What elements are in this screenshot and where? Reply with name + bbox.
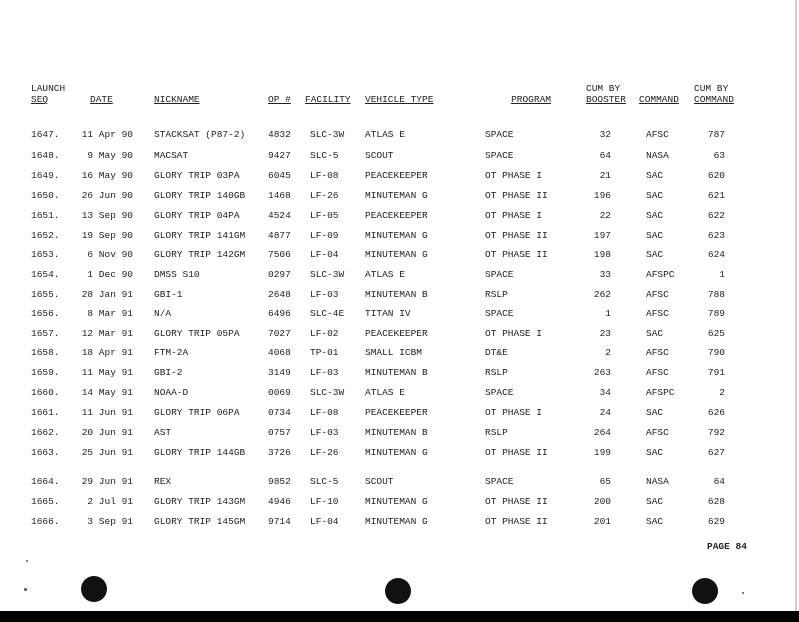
header-date bbox=[76, 83, 127, 105]
cell-facility: LF-05 bbox=[310, 210, 339, 221]
table-row bbox=[0, 307, 799, 321]
cell-date: 6 Nov 90 bbox=[87, 249, 133, 260]
cell-command: SAC bbox=[646, 210, 664, 221]
table-row bbox=[0, 475, 799, 489]
cell-vehicle-type: MINUTEMAN G bbox=[365, 496, 428, 507]
cell-date: 14 May 91 bbox=[81, 387, 133, 398]
page-number: PAGE 84 bbox=[707, 541, 747, 552]
cell-op-number: 4524 bbox=[268, 210, 291, 221]
cell-nickname: REX bbox=[154, 476, 172, 487]
cell-cum-by-command: 2 bbox=[719, 387, 725, 398]
cell-cum-by-command: 64 bbox=[713, 476, 725, 487]
cell-vehicle-type: MINUTEMAN G bbox=[365, 447, 428, 458]
cell-vehicle-type: SCOUT bbox=[365, 476, 394, 487]
cell-cum-by-booster: 197 bbox=[593, 230, 611, 241]
cell-cum-by-command: 789 bbox=[707, 308, 725, 319]
cell-cum-by-command: 623 bbox=[707, 230, 725, 241]
cell-op-number: 0297 bbox=[268, 269, 291, 280]
cell-cum-by-booster: 196 bbox=[593, 190, 611, 201]
cell-nickname: GLORY TRIP 144GB bbox=[154, 447, 246, 458]
cell-op-number: 4832 bbox=[268, 129, 291, 140]
cell-launch-seq: 1651. bbox=[31, 210, 60, 221]
cell-date: 25 Jun 91 bbox=[81, 447, 133, 458]
cell-nickname: GLORY TRIP 04PA bbox=[154, 210, 240, 221]
table-row bbox=[0, 189, 799, 203]
table-row bbox=[0, 446, 799, 460]
cell-cum-by-booster: 65 bbox=[599, 476, 611, 487]
cell-command: SAC bbox=[646, 447, 664, 458]
cell-command: SAC bbox=[646, 516, 664, 527]
header-facility bbox=[305, 83, 351, 105]
cell-program: SPACE bbox=[485, 476, 514, 487]
header-cum-by-booster-line1: CUM BY bbox=[586, 83, 621, 94]
header-program-text: PROGRAM bbox=[511, 94, 551, 105]
cell-facility: LF-03 bbox=[310, 289, 339, 300]
cell-program: OT PHASE I bbox=[485, 328, 543, 339]
cell-program: OT PHASE II bbox=[485, 230, 548, 241]
cell-nickname: GLORY TRIP 142GM bbox=[154, 249, 246, 260]
cell-vehicle-type: ATLAS E bbox=[365, 129, 405, 140]
cell-op-number: 3726 bbox=[268, 447, 291, 458]
table-row bbox=[0, 327, 799, 341]
table-row bbox=[0, 406, 799, 420]
cell-date: 29 Jun 91 bbox=[81, 476, 133, 487]
cell-vehicle-type: MINUTEMAN G bbox=[365, 249, 428, 260]
cell-command: SAC bbox=[646, 190, 664, 201]
cell-launch-seq: 1658. bbox=[31, 347, 60, 358]
cell-command: AFSC bbox=[646, 347, 669, 358]
cell-launch-seq: 1652. bbox=[31, 230, 60, 241]
cell-nickname: GLORY TRIP 145GM bbox=[154, 516, 246, 527]
cell-vehicle-type: PEACEKEEPER bbox=[365, 170, 428, 181]
cell-cum-by-booster: 24 bbox=[599, 407, 611, 418]
table-row bbox=[0, 495, 799, 509]
scan-speck bbox=[24, 588, 27, 591]
cell-facility: LF-04 bbox=[310, 516, 339, 527]
cell-program: OT PHASE II bbox=[485, 496, 548, 507]
cell-cum-by-booster: 198 bbox=[593, 249, 611, 260]
cell-facility: LF-10 bbox=[310, 496, 339, 507]
cell-op-number: 9714 bbox=[268, 516, 291, 527]
cell-program: SPACE bbox=[485, 129, 514, 140]
cell-facility: TP-01 bbox=[310, 347, 339, 358]
header-date-label: DATE bbox=[90, 94, 113, 105]
cell-nickname: DMSS S10 bbox=[154, 269, 200, 280]
cell-vehicle-type: SCOUT bbox=[365, 150, 394, 161]
header-cum-by-command-line2: COMMAND bbox=[694, 94, 734, 105]
cell-nickname: GLORY TRIP 140GB bbox=[154, 190, 246, 201]
cell-vehicle-type: MINUTEMAN B bbox=[365, 367, 428, 378]
header-program bbox=[483, 83, 551, 105]
cell-date: 12 Mar 91 bbox=[81, 328, 133, 339]
cell-nickname: N/A bbox=[154, 308, 172, 319]
cell-date: 11 Apr 90 bbox=[81, 129, 133, 140]
cell-vehicle-type: PEACEKEEPER bbox=[365, 328, 428, 339]
cell-date: 9 May 90 bbox=[87, 150, 133, 161]
cell-facility: LF-03 bbox=[310, 367, 339, 378]
cell-launch-seq: 1664. bbox=[31, 476, 60, 487]
cell-vehicle-type: MINUTEMAN G bbox=[365, 230, 428, 241]
cell-op-number: 1468 bbox=[268, 190, 291, 201]
cell-program: SPACE bbox=[485, 387, 514, 398]
header-nickname bbox=[154, 83, 200, 105]
header-op-label: OP # bbox=[268, 94, 291, 105]
cell-cum-by-command: 620 bbox=[707, 170, 725, 181]
cell-nickname: GBI-2 bbox=[154, 367, 183, 378]
cell-launch-seq: 1663. bbox=[31, 447, 60, 458]
table-row bbox=[0, 426, 799, 440]
punch-hole-right bbox=[692, 578, 718, 604]
table-row bbox=[0, 515, 799, 529]
cell-op-number: 7506 bbox=[268, 249, 291, 260]
table-row bbox=[0, 209, 799, 223]
cell-nickname: STACKSAT (P87-2) bbox=[154, 129, 246, 140]
cell-cum-by-command: 625 bbox=[707, 328, 725, 339]
header-cum-by-command-line1: CUM BY bbox=[694, 83, 729, 94]
cell-cum-by-booster: 201 bbox=[593, 516, 611, 527]
cell-vehicle-type: SMALL ICBM bbox=[365, 347, 423, 358]
cell-nickname: GLORY TRIP 03PA bbox=[154, 170, 240, 181]
cell-program: DT&E bbox=[485, 347, 508, 358]
cell-command: NASA bbox=[646, 150, 669, 161]
header-nickname-label: NICKNAME bbox=[154, 94, 200, 105]
header-cum-by-booster bbox=[586, 83, 626, 105]
cell-facility: SLC-3W bbox=[310, 269, 345, 280]
cell-op-number: 0757 bbox=[268, 427, 291, 438]
scan-bottom-edge bbox=[0, 611, 799, 622]
cell-cum-by-command: 1 bbox=[719, 269, 725, 280]
cell-command: AFSPC bbox=[646, 387, 675, 398]
table-row bbox=[0, 346, 799, 360]
cell-vehicle-type: ATLAS E bbox=[365, 269, 405, 280]
cell-nickname: GBI-1 bbox=[154, 289, 183, 300]
cell-cum-by-booster: 263 bbox=[593, 367, 611, 378]
cell-op-number: 9427 bbox=[268, 150, 291, 161]
cell-program: OT PHASE I bbox=[485, 170, 543, 181]
header-launch-seq-line2: SEQ bbox=[31, 94, 49, 105]
table-row bbox=[0, 288, 799, 302]
cell-cum-by-command: 624 bbox=[707, 249, 725, 260]
cell-launch-seq: 1666. bbox=[31, 516, 60, 527]
header-vehicle-type bbox=[365, 83, 433, 105]
cell-command: AFSC bbox=[646, 308, 669, 319]
cell-op-number: 4068 bbox=[268, 347, 291, 358]
cell-cum-by-booster: 199 bbox=[593, 447, 611, 458]
cell-facility: SLC-5 bbox=[310, 476, 339, 487]
cell-vehicle-type: MINUTEMAN B bbox=[365, 427, 428, 438]
cell-vehicle-type: TITAN IV bbox=[365, 308, 411, 319]
cell-launch-seq: 1665. bbox=[31, 496, 60, 507]
cell-cum-by-command: 627 bbox=[707, 447, 725, 458]
cell-command: AFSC bbox=[646, 129, 669, 140]
cell-command: AFSC bbox=[646, 289, 669, 300]
cell-program: SPACE bbox=[485, 269, 514, 280]
header-launch-seq-line1: LAUNCH bbox=[31, 83, 66, 94]
cell-cum-by-command: 790 bbox=[707, 347, 725, 358]
cell-date: 11 May 91 bbox=[81, 367, 133, 378]
cell-date: 16 May 90 bbox=[81, 170, 133, 181]
cell-nickname: AST bbox=[154, 427, 172, 438]
cell-command: NASA bbox=[646, 476, 669, 487]
cell-date: 26 Jun 90 bbox=[81, 190, 133, 201]
cell-vehicle-type: MINUTEMAN G bbox=[365, 190, 428, 201]
cell-op-number: 3149 bbox=[268, 367, 291, 378]
cell-facility: LF-26 bbox=[310, 190, 339, 201]
header-cum-by-booster-line2: BOOSTER bbox=[586, 94, 626, 105]
scan-right-edge bbox=[795, 0, 797, 611]
cell-vehicle-type: ATLAS E bbox=[365, 387, 405, 398]
header-vehicle-type-label: VEHICLE TYPE bbox=[365, 94, 434, 105]
cell-facility: LF-04 bbox=[310, 249, 339, 260]
cell-launch-seq: 1659. bbox=[31, 367, 60, 378]
scan-speck bbox=[742, 592, 744, 594]
cell-launch-seq: 1656. bbox=[31, 308, 60, 319]
cell-facility: LF-08 bbox=[310, 407, 339, 418]
cell-date: 13 Sep 90 bbox=[81, 210, 133, 221]
table-row bbox=[0, 366, 799, 380]
cell-date: 20 Jun 91 bbox=[81, 427, 133, 438]
cell-cum-by-booster: 1 bbox=[605, 308, 611, 319]
cell-op-number: 0734 bbox=[268, 407, 291, 418]
cell-launch-seq: 1653. bbox=[31, 249, 60, 260]
cell-op-number: 4877 bbox=[268, 230, 291, 241]
cell-vehicle-type: PEACEKEEPER bbox=[365, 210, 428, 221]
cell-facility: LF-03 bbox=[310, 427, 339, 438]
cell-command: SAC bbox=[646, 328, 664, 339]
cell-command: SAC bbox=[646, 407, 664, 418]
cell-cum-by-command: 787 bbox=[707, 129, 725, 140]
cell-command: AFSC bbox=[646, 367, 669, 378]
table-row bbox=[0, 386, 799, 400]
header-command bbox=[639, 83, 679, 105]
cell-nickname: NOAA-D bbox=[154, 387, 189, 398]
cell-cum-by-command: 621 bbox=[707, 190, 725, 201]
cell-cum-by-command: 626 bbox=[707, 407, 725, 418]
cell-launch-seq: 1648. bbox=[31, 150, 60, 161]
header-op bbox=[268, 83, 291, 105]
cell-op-number: 2648 bbox=[268, 289, 291, 300]
cell-cum-by-booster: 2 bbox=[605, 347, 611, 358]
cell-command: SAC bbox=[646, 249, 664, 260]
cell-launch-seq: 1662. bbox=[31, 427, 60, 438]
cell-command: SAC bbox=[646, 496, 664, 507]
cell-program: OT PHASE II bbox=[485, 447, 548, 458]
cell-launch-seq: 1657. bbox=[31, 328, 60, 339]
cell-program: RSLP bbox=[485, 427, 508, 438]
cell-date: 19 Sep 90 bbox=[81, 230, 133, 241]
cell-program: OT PHASE I bbox=[485, 210, 543, 221]
header-facility-label: FACILITY bbox=[305, 94, 351, 105]
cell-nickname: FTM-2A bbox=[154, 347, 189, 358]
header-command-label: COMMAND bbox=[639, 94, 679, 105]
cell-op-number: 7027 bbox=[268, 328, 291, 339]
cell-command: SAC bbox=[646, 230, 664, 241]
punch-hole-center bbox=[385, 578, 411, 604]
cell-op-number: 9852 bbox=[268, 476, 291, 487]
cell-facility: SLC-3W bbox=[310, 387, 345, 398]
cell-facility: SLC-3W bbox=[310, 129, 345, 140]
cell-vehicle-type: MINUTEMAN B bbox=[365, 289, 428, 300]
cell-cum-by-command: 622 bbox=[707, 210, 725, 221]
cell-date: 28 Jan 91 bbox=[81, 289, 133, 300]
cell-cum-by-booster: 264 bbox=[593, 427, 611, 438]
cell-nickname: GLORY TRIP 143GM bbox=[154, 496, 246, 507]
scan-speck bbox=[26, 560, 28, 562]
header-program-label bbox=[483, 94, 551, 105]
cell-cum-by-booster: 262 bbox=[593, 289, 611, 300]
cell-facility: LF-26 bbox=[310, 447, 339, 458]
cell-op-number: 6496 bbox=[268, 308, 291, 319]
cell-cum-by-command: 629 bbox=[707, 516, 725, 527]
cell-command: AFSPC bbox=[646, 269, 675, 280]
cell-cum-by-booster: 22 bbox=[599, 210, 611, 221]
cell-facility: SLC-4E bbox=[310, 308, 345, 319]
table-row bbox=[0, 149, 799, 163]
cell-date: 18 Apr 91 bbox=[81, 347, 133, 358]
cell-date: 1 Dec 90 bbox=[87, 269, 133, 280]
cell-facility: LF-09 bbox=[310, 230, 339, 241]
cell-cum-by-command: 63 bbox=[713, 150, 725, 161]
cell-cum-by-command: 628 bbox=[707, 496, 725, 507]
cell-cum-by-command: 791 bbox=[707, 367, 725, 378]
table-row bbox=[0, 248, 799, 262]
cell-op-number: 4946 bbox=[268, 496, 291, 507]
cell-facility: LF-02 bbox=[310, 328, 339, 339]
cell-op-number: 6045 bbox=[268, 170, 291, 181]
cell-launch-seq: 1650. bbox=[31, 190, 60, 201]
header-launch-seq bbox=[31, 83, 65, 105]
cell-facility: LF-08 bbox=[310, 170, 339, 181]
cell-cum-by-booster: 33 bbox=[599, 269, 611, 280]
cell-nickname: GLORY TRIP 06PA bbox=[154, 407, 240, 418]
cell-facility: SLC-5 bbox=[310, 150, 339, 161]
cell-launch-seq: 1660. bbox=[31, 387, 60, 398]
table-row bbox=[0, 169, 799, 183]
table-row bbox=[0, 128, 799, 142]
cell-cum-by-booster: 64 bbox=[599, 150, 611, 161]
cell-cum-by-command: 792 bbox=[707, 427, 725, 438]
cell-program: RSLP bbox=[485, 289, 508, 300]
cell-nickname: GLORY TRIP 141GM bbox=[154, 230, 246, 241]
table-row bbox=[0, 268, 799, 282]
cell-cum-by-booster: 23 bbox=[599, 328, 611, 339]
cell-program: OT PHASE II bbox=[485, 249, 548, 260]
cell-nickname: MACSAT bbox=[154, 150, 189, 161]
cell-op-number: 0069 bbox=[268, 387, 291, 398]
cell-launch-seq: 1655. bbox=[31, 289, 60, 300]
cell-program: OT PHASE II bbox=[485, 190, 548, 201]
cell-date: 8 Mar 91 bbox=[87, 308, 133, 319]
cell-program: OT PHASE I bbox=[485, 407, 543, 418]
cell-vehicle-type: MINUTEMAN G bbox=[365, 516, 428, 527]
cell-date: 11 Jun 91 bbox=[81, 407, 133, 418]
table-row bbox=[0, 229, 799, 243]
cell-cum-by-command: 788 bbox=[707, 289, 725, 300]
cell-date: 3 Sep 91 bbox=[87, 516, 133, 527]
cell-command: AFSC bbox=[646, 427, 669, 438]
cell-program: OT PHASE II bbox=[485, 516, 548, 527]
cell-program: SPACE bbox=[485, 150, 514, 161]
cell-launch-seq: 1661. bbox=[31, 407, 60, 418]
punch-hole-left bbox=[81, 576, 107, 602]
cell-cum-by-booster: 200 bbox=[593, 496, 611, 507]
cell-cum-by-booster: 21 bbox=[599, 170, 611, 181]
header-cum-by-command bbox=[694, 83, 734, 105]
cell-cum-by-booster: 32 bbox=[599, 129, 611, 140]
cell-cum-by-booster: 34 bbox=[599, 387, 611, 398]
cell-program: RSLP bbox=[485, 367, 508, 378]
cell-command: SAC bbox=[646, 170, 664, 181]
cell-launch-seq: 1649. bbox=[31, 170, 60, 181]
cell-launch-seq: 1647. bbox=[31, 129, 60, 140]
cell-launch-seq: 1654. bbox=[31, 269, 60, 280]
cell-nickname: GLORY TRIP 05PA bbox=[154, 328, 240, 339]
cell-date: 2 Jul 91 bbox=[87, 496, 133, 507]
cell-vehicle-type: PEACEKEEPER bbox=[365, 407, 428, 418]
cell-program: SPACE bbox=[485, 308, 514, 319]
